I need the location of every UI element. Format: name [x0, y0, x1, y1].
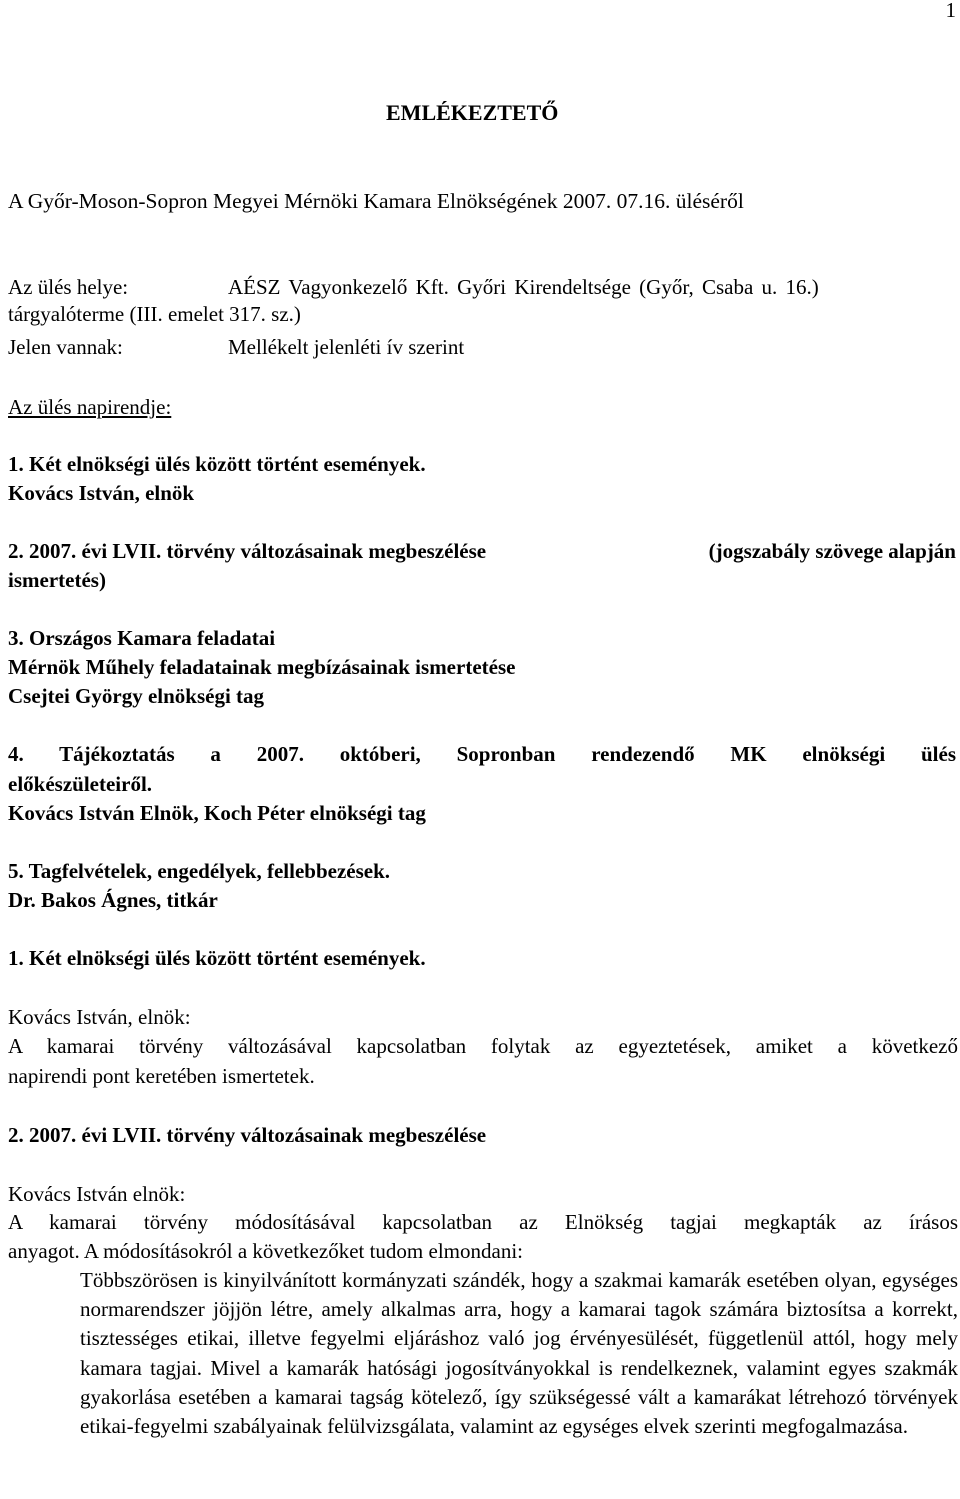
section-2-quote: Többszörösen is kinyilvánított kormányzati szándék, hogy a szakmai kamarák esetében olyan, egységes normarendszer jöjjön létre, amely alkalmas arra, hogy a kamarai tagok számára biztosítsa a korrekt, tisztességes etikai, illetve fegyelmi eljáráshoz való jog érvényesülését, függetlenül attól, hogy mely kamara tagjai. Mivel a kamarák hatósági jogosítványokkal is rendelkeznek, valamint egyes szakmák gyakorlása esetében a kamarai tagság kötelező, így szükségessé vált a kamarákat létrehozó törvények etikai-fegyelmi szabályainak felülvizsgálata, valamint az egységes elvek szerinti megfogalmazása.	[80, 1268, 958, 1439]
section-1-speaker: Kovács István, elnök:	[8, 1005, 191, 1029]
page-number: 1	[945, 0, 956, 22]
venue-value: AÉSZ Vagyonkezelő Kft. Győri Kirendeltsége (Győr, Csaba u. 16.)	[228, 275, 819, 299]
section-2-text	[8, 1208, 958, 1236]
section-1-text-line: A kamarai törvény változásával kapcsolatban folytak az egyeztetések, amiket a következő	[8, 1034, 958, 1058]
section-2-text-continued: anyagot. A módosításokról a következőket tudom elmondani:	[8, 1239, 523, 1263]
agenda-item-4-title	[8, 740, 956, 768]
section-2-heading: 2. 2007. évi LVII. törvény változásainak megbeszélése	[8, 1123, 487, 1147]
agenda-item-2-title: 2. 2007. évi LVII. törvény változásainak megbeszélése	[8, 539, 487, 563]
section-2-speaker: Kovács István elnök:	[8, 1182, 186, 1206]
document-subtitle: A Győr-Moson-Sopron Megyei Mérnöki Kamara Elnökségének 2007. 07.16. üléséről	[8, 189, 744, 213]
present-value: Mellékelt jelenléti ív szerint	[228, 335, 465, 359]
agenda-item-5-presenter: Dr. Bakos Ágnes, titkár	[8, 888, 218, 912]
agenda-item-3-title: 3. Országos Kamara feladatai	[8, 626, 276, 650]
venue-label: Az ülés helye:	[8, 275, 129, 299]
section-1-heading: 1. Két elnökségi ülés között történt események.	[8, 946, 426, 970]
agenda-item-1-presenter: Kovács István, elnök	[8, 481, 195, 505]
present-label: Jelen vannak:	[8, 335, 123, 359]
agenda-item-2-title-continued: ismertetés)	[8, 568, 106, 592]
section-1-text	[8, 1032, 958, 1060]
section-2-text-line: A kamarai törvény módosításával kapcsolatban az Elnökség tagjai megkapták az írásos	[8, 1210, 958, 1234]
section-1-text-continued: napirendi pont keretében ismertetek.	[8, 1064, 315, 1088]
agenda-item-1-title: 1. Két elnökségi ülés között történt események.	[8, 452, 426, 476]
agenda-item-4-title-text: 4. Tájékoztatás a 2007. októberi, Sopronban rendezendő MK elnökségi ülés	[8, 742, 956, 766]
agenda-item-3-presenter: Csejtei György elnökségi tag	[8, 684, 265, 708]
agenda-item-5-title: 5. Tagfelvételek, engedélyek, fellebbezések.	[8, 859, 391, 883]
agenda-item-4-presenter: Kovács István Elnök, Koch Péter elnökségi tag	[8, 801, 426, 825]
agenda-item-3-description: Mérnök Műhely feladatainak megbízásainak ismertetése	[8, 655, 516, 679]
agenda-item-2-title-right: (jogszabály szövege alapján	[708, 539, 956, 563]
venue-value-continued: tárgyalóterme (III. emelet 317. sz.)	[8, 302, 301, 326]
agenda-heading: Az ülés napirendje:	[8, 395, 172, 419]
page-title: EMLÉKEZTETŐ	[386, 100, 559, 125]
agenda-item-4-title-continued: előkészületeiről.	[8, 772, 153, 796]
